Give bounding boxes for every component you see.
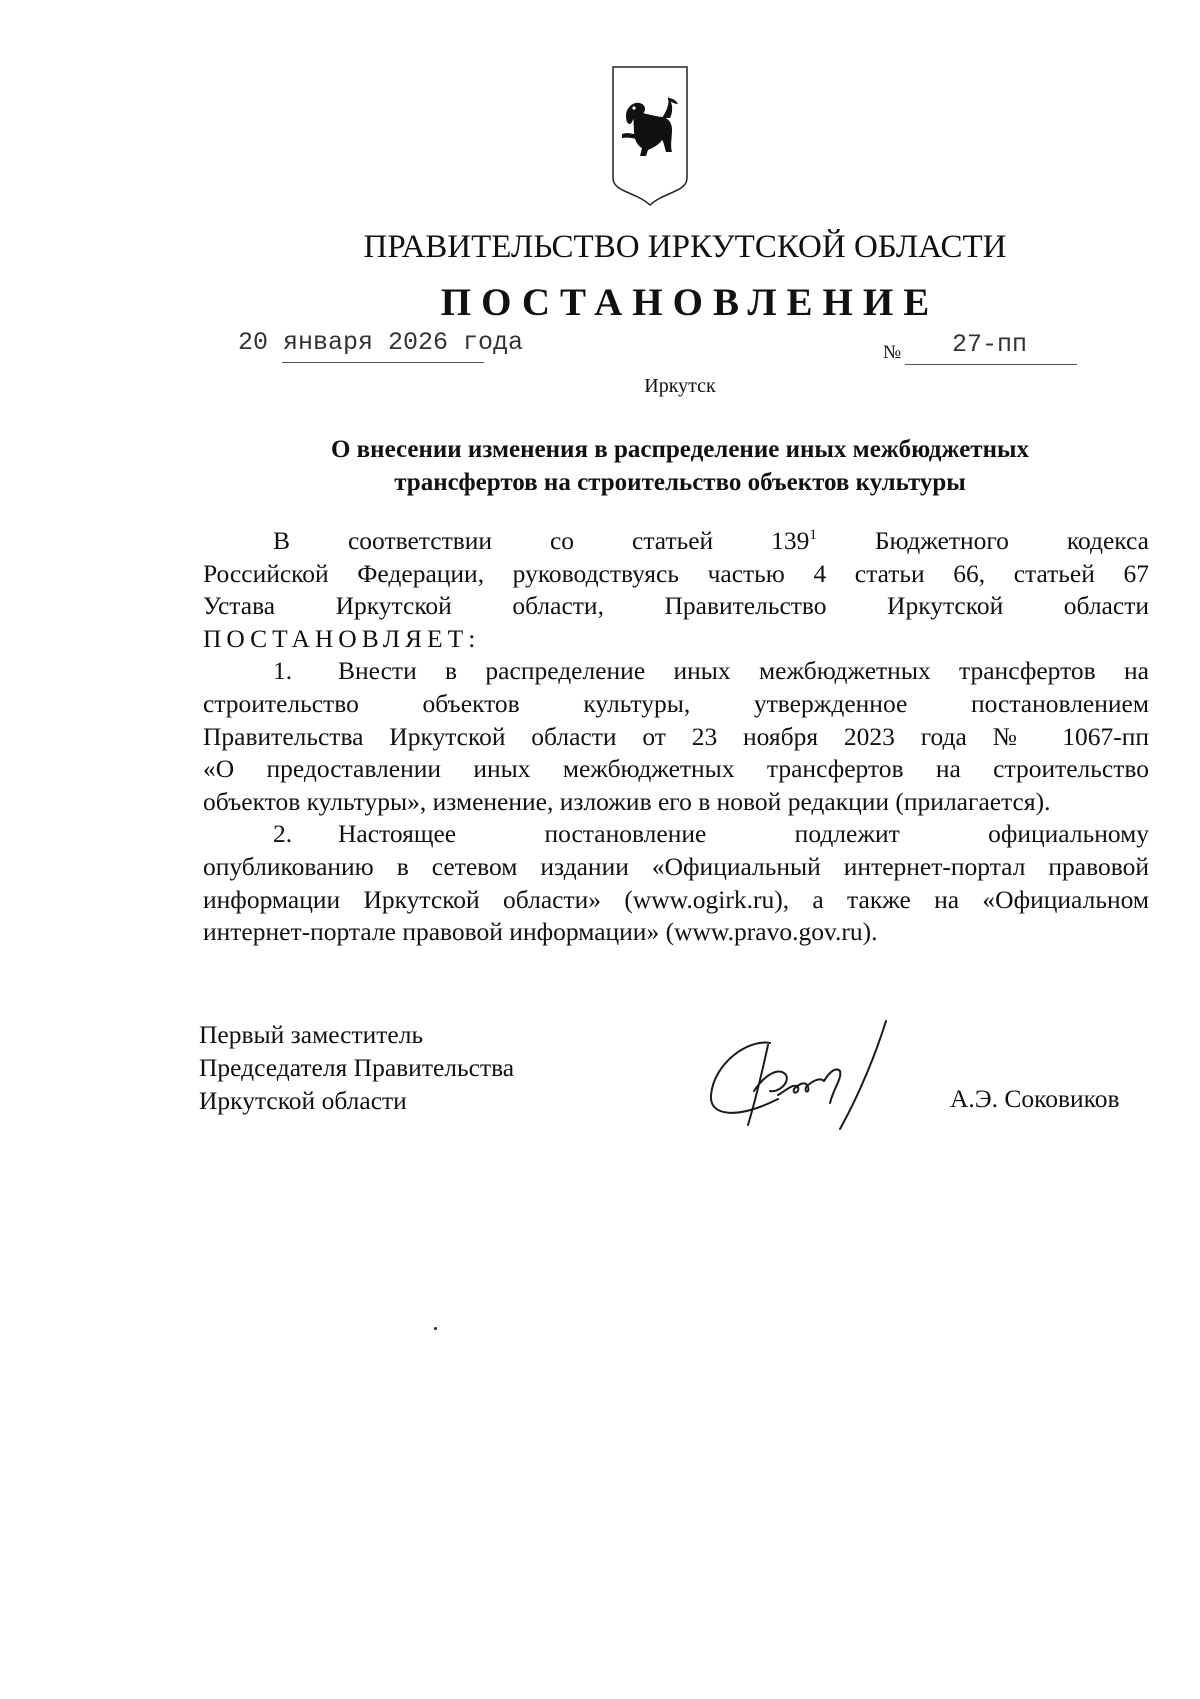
handwritten-signature-icon bbox=[708, 1013, 928, 1141]
item-1-number: 1. bbox=[273, 656, 293, 686]
preamble-text-b: Бюджетного кодекса bbox=[816, 526, 1149, 555]
heading-line-1: О внесении изменения в распределение иных межбюджетных bbox=[330, 436, 1030, 463]
document-date: 20 января 2026 года bbox=[238, 328, 524, 357]
item-2-line-2: опубликованию в сетевом издании «Официальный интернет-портал правовой bbox=[203, 851, 1149, 881]
signer-position-line-1: Первый заместитель bbox=[199, 1020, 424, 1049]
signer-position bbox=[199, 1018, 514, 1117]
preamble-text-a: В соответствии со статьей 139 bbox=[273, 526, 810, 555]
signer-name: А.Э. Соковиков bbox=[950, 1084, 1120, 1113]
item-1-line-4: «О предоставлении иных межбюджетных трансфертов на строительство bbox=[203, 754, 1149, 784]
item-1-line-5: объектов культуры», изменение, изложив его в новой редакции (прилагается). bbox=[203, 786, 1051, 816]
document-body bbox=[203, 525, 1149, 949]
item-2-number: 2. bbox=[273, 819, 293, 849]
item-2-line-4: интернет-портале правовой информации» (www.pravo.gov.ru). bbox=[203, 917, 878, 947]
preamble-line-1 bbox=[203, 525, 1149, 558]
irkutsk-coat-of-arms-icon bbox=[612, 66, 688, 206]
item-1-line-2: строительство объектов культуры, утвержденное постановлением bbox=[203, 688, 1149, 718]
stray-dot bbox=[434, 1327, 437, 1330]
item-2-text: Настоящее постановление подлежит официальному bbox=[338, 819, 1149, 849]
signer-position-line-3: Иркутской области bbox=[199, 1086, 407, 1115]
preamble-line-3: Устава Иркутской области, Правительство Иркутской области bbox=[203, 591, 1149, 621]
number-label: № bbox=[883, 342, 902, 363]
item-2-line-3: информации Иркутской области» (www.ogirk.ru), а также на «Официальном bbox=[203, 884, 1149, 914]
item-1-text: Внести в распределение иных межбюджетных трансфертов на bbox=[338, 656, 1149, 686]
item-1-line-3: Правительства Иркутской области от 23 ноября 2023 года № 1067-пп bbox=[203, 721, 1149, 751]
preamble-line-2: Российской Федерации, руководствуясь частью 4 статьи 66, статьей 67 bbox=[203, 558, 1149, 588]
city-name: Иркутск bbox=[644, 375, 716, 397]
document-type: ПОСТАНОВЛЕНИЕ bbox=[440, 281, 940, 324]
item-2-line-1 bbox=[203, 818, 1149, 851]
heading-line-2: трансфертов на строительство объектов культуры bbox=[394, 469, 966, 496]
date-underline bbox=[282, 362, 484, 363]
document-number: 27-пп bbox=[952, 330, 1028, 359]
item-1-line-1 bbox=[203, 655, 1149, 688]
signer-position-line-2: Председателя Правительства bbox=[199, 1053, 515, 1082]
article-superscript: 1 bbox=[809, 527, 817, 543]
document-heading bbox=[200, 433, 1160, 499]
number-underline bbox=[905, 364, 1077, 365]
government-name: ПРАВИТЕЛЬСТВО ИРКУТСКОЙ ОБЛАСТИ bbox=[363, 229, 1007, 265]
resolves-word: ПОСТАНОВЛЯЕТ: bbox=[203, 623, 481, 653]
